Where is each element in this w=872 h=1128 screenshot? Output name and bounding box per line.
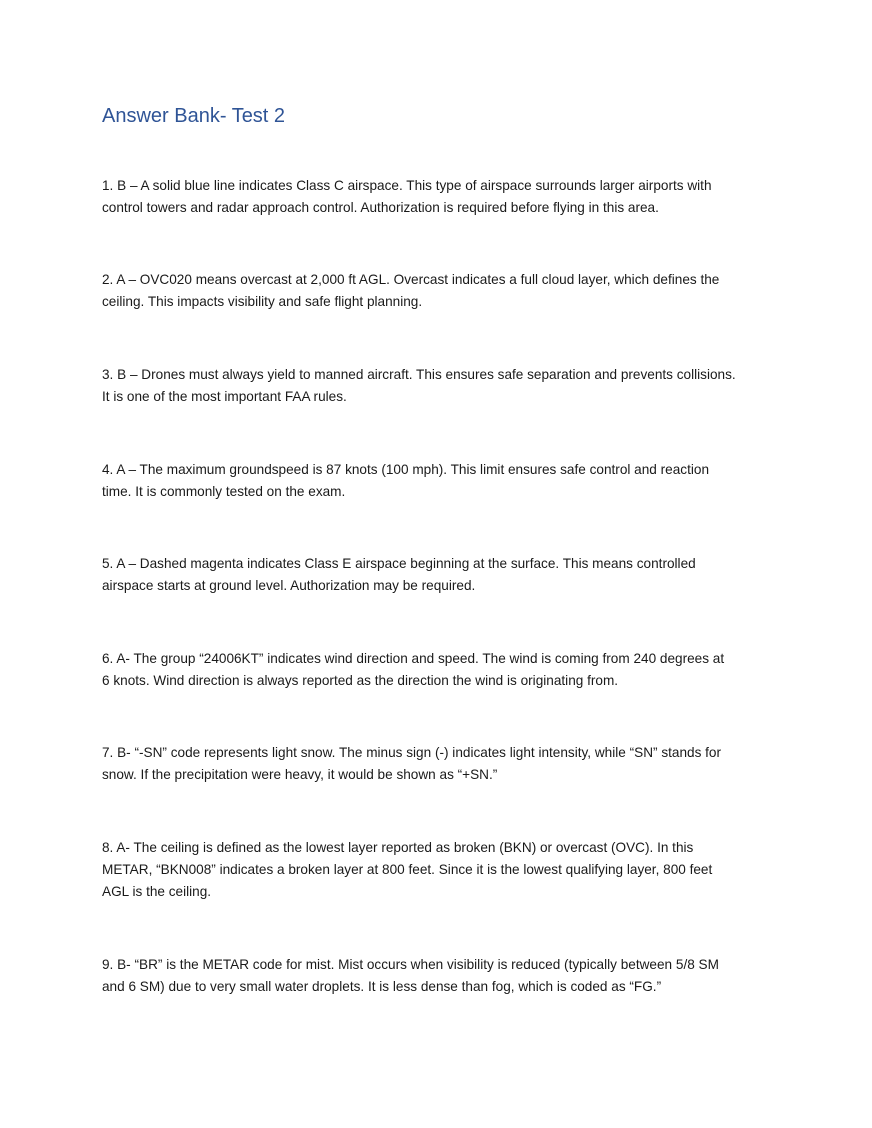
answer-line: time. It is commonly tested on the exam. — [102, 484, 346, 499]
answer-line: 6 knots. Wind direction is always reported as the direction the wind is originating from. — [102, 673, 619, 688]
answer-line: and 6 SM) due to very small water droplets. It is less dense than fog, which is coded as “FG.” — [102, 979, 662, 994]
answer-line: 2. A – OVC020 means overcast at 2,000 ft AGL. Overcast indicates a full cloud layer, which defines the — [102, 272, 720, 287]
answer-item — [102, 269, 774, 313]
answer-line: 3. B – Drones must always yield to manned aircraft. This ensures safe separation and prevents collisions. — [102, 367, 736, 382]
answer-line: 8. A- The ceiling is defined as the lowest layer reported as broken (BKN) or overcast (OVC). In this — [102, 840, 694, 855]
page-title: Answer Bank- Test 2 — [102, 105, 286, 127]
answer-item — [102, 837, 774, 903]
answer-item — [102, 175, 774, 219]
answer-line: snow. If the precipitation were heavy, it would be shown as “+SN.” — [102, 767, 498, 782]
answer-item — [102, 459, 774, 503]
answer-line: AGL is the ceiling. — [102, 884, 212, 899]
answer-line: 5. A – Dashed magenta indicates Class E airspace beginning at the surface. This means controlled — [102, 556, 696, 571]
answer-item — [102, 364, 774, 408]
answer-line: control towers and radar approach control. Authorization is required before flying in this area. — [102, 200, 659, 215]
answer-item — [102, 742, 774, 786]
answer-line: It is one of the most important FAA rules. — [102, 389, 347, 404]
answer-line: 9. B- “BR” is the METAR code for mist. Mist occurs when visibility is reduced (typically between 5/8 SM — [102, 957, 719, 972]
answer-line: 6. A- The group “24006KT” indicates wind direction and speed. The wind is coming from 240 degrees at — [102, 651, 725, 666]
answer-line: METAR, “BKN008” indicates a broken layer at 800 feet. Since it is the lowest qualifying layer, 800 feet — [102, 862, 713, 877]
answer-line: airspace starts at ground level. Authorization may be required. — [102, 578, 476, 593]
answer-line: 4. A – The maximum groundspeed is 87 knots (100 mph). This limit ensures safe control and reaction — [102, 462, 709, 477]
answer-item — [102, 954, 774, 998]
answer-line: 1. B – A solid blue line indicates Class C airspace. This type of airspace surrounds larger airports with — [102, 178, 712, 193]
answer-item — [102, 553, 774, 597]
answer-item — [102, 648, 774, 692]
answer-line: 7. B- “-SN” code represents light snow. The minus sign (-) indicates light intensity, while “SN” stands for — [102, 745, 722, 760]
answer-line: ceiling. This impacts visibility and safe flight planning. — [102, 294, 423, 309]
